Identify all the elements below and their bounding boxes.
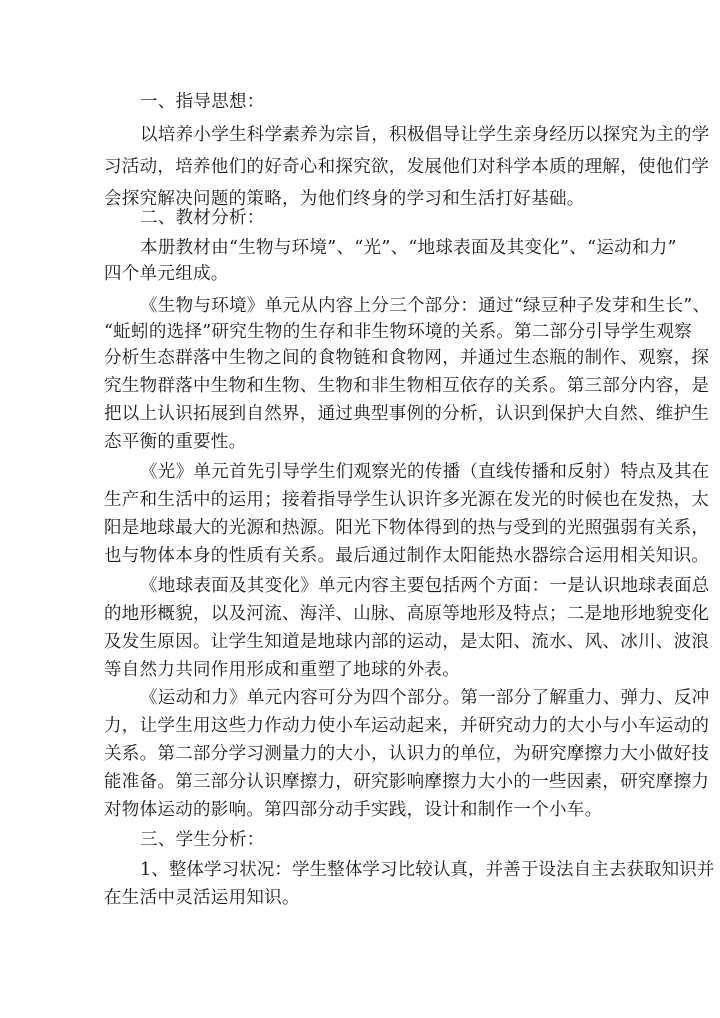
heading-guiding-ideology: 一、指导思想：	[140, 92, 265, 112]
paragraph-line: 等自然力共同作用形成和重塑了地球的外表。	[104, 660, 460, 680]
paragraph-line: 究生物群落中生物和生物、生物和非生物相互依存的关系。第三部分内容，是	[104, 376, 710, 396]
paragraph-line: 会探究解决问题的策略，为他们终身的学习和生活打好基础。	[104, 189, 585, 209]
paragraph-line: 在生活中灵活运用知识。	[104, 888, 300, 908]
paragraph-line: 对物体运动的影响。第四部分动手实践，设计和制作一个小车。	[104, 800, 603, 820]
paragraph-line: 本册教材由“生物与环境”、“光”、“地球表面及其变化”、“运动和力”	[140, 238, 677, 258]
paragraph-line: 阳是地球最大的光源和热源。阳光下物体得到的热与受到的光照强弱有关系，	[104, 518, 710, 538]
paragraph-line: 四个单元组成。	[104, 264, 229, 284]
paragraph-line: 力，让学生用这些力作动力使小车运动起来，并研究动力的大小与小车运动的	[104, 716, 710, 736]
heading-textbook-analysis: 二、教材分析：	[140, 208, 265, 228]
paragraph-line: 也与物体本身的性质有关系。最后通过制作太阳能热水器综合运用相关知识。	[104, 546, 710, 566]
paragraph-line: 及发生原因。让学生知道是地球内部的运动，是太阳、流水、风、冰川、波浪	[104, 632, 710, 652]
paragraph-line: 《运动和力》单元内容可分为四个部分。第一部分了解重力、弹力、反冲	[140, 688, 710, 708]
paragraph-line: 《生物与环境》单元从内容上分三个部分：通过“绿豆种子发芽和生长”、	[140, 296, 711, 316]
paragraph-line: 能准备。第三部分认识摩擦力，研究影响摩擦力大小的一些因素，研究摩擦力	[104, 772, 710, 792]
paragraph-line: 态平衡的重要性。	[104, 432, 247, 452]
paragraph-line: 的地形概貌，以及河流、海洋、山脉、高原等地形及特点；二是地形地貌变化	[104, 604, 710, 624]
paragraph-line: 把以上认识拓展到自然界，通过典型事例的分析，认识到保护大自然、维护生	[104, 404, 710, 424]
paragraph-line: “蚯蚓的选择”研究生物的生存和非生物环境的关系。第二部分引导学生观察	[104, 322, 693, 342]
paragraph-line: 1、整体学习状况：学生整体学习比较认真，并善于设法自主去获取知识并	[140, 860, 715, 880]
paragraph-line: 关系。第二部分学习测量力的大小，认识力的单位，为研究摩擦力大小做好技	[104, 744, 710, 764]
paragraph-line: 分析生态群落中生物之间的食物链和食物网，并通过生态瓶的制作、观察，探	[104, 348, 710, 368]
paragraph-line: 习活动，培养他们的好奇心和探究欲，发展他们对科学本质的理解，使他们学	[104, 157, 710, 177]
paragraph-line: 《地球表面及其变化》单元内容主要包括两个方面：一是认识地球表面总	[140, 576, 710, 596]
heading-student-analysis: 三、学生分析：	[140, 830, 265, 850]
paragraph-line: 以培养小学生科学素养为宗旨，积极倡导让学生亲身经历以探究为主的学	[140, 125, 710, 145]
paragraph-line: 《光》单元首先引导学生们观察光的传播（直线传播和反射）特点及其在	[140, 462, 710, 482]
paragraph-line: 生产和生活中的运用；接着指导学生认识许多光源在发光的时候也在发热，太	[104, 490, 710, 510]
